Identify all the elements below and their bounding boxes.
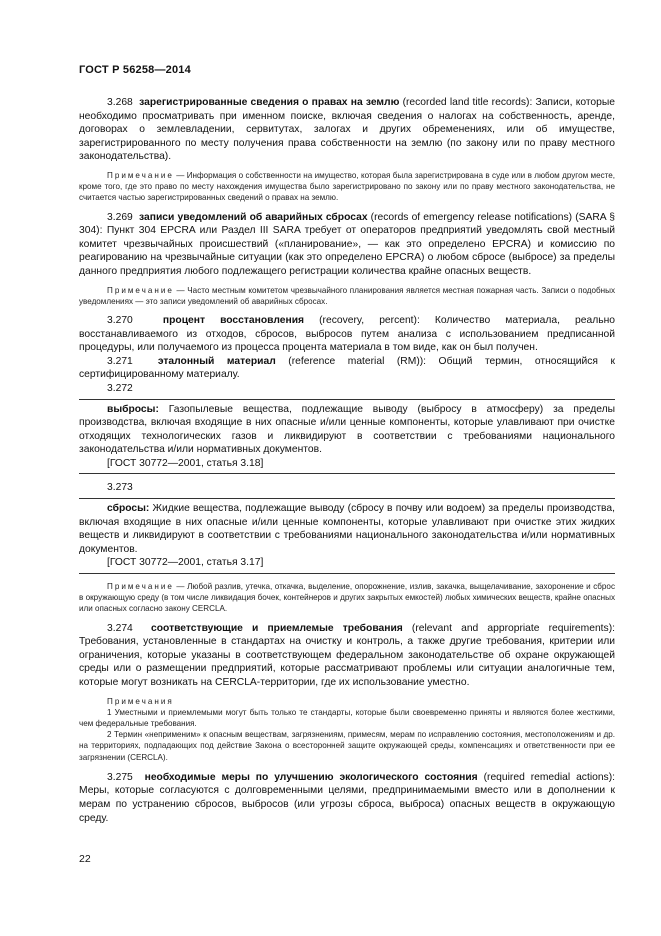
- entry-term: сбросы:: [107, 503, 150, 515]
- note-item-2: 2 Термин «неприменим» к опасным веществам, загрязнениям, примесям, мерам по исправлению состояния, местоположениям и др. на территориях, подпадающих под действие Закона о всесторонней защите окружающей среды, компенсациях и ответственности при ее загрязнении (CERCLA).: [79, 730, 615, 762]
- source-reference: [ГОСТ 30772—2001, статья 3.17]: [107, 557, 264, 569]
- entry-term: выбросы:: [107, 403, 159, 415]
- entry-term: необходимые меры по улучшению экологического состояния: [144, 771, 478, 783]
- note-label: Примечание: [107, 285, 174, 295]
- note-3-273: [79, 581, 615, 615]
- boxed-definition: [79, 502, 615, 556]
- definition-box-3-273: [79, 498, 615, 574]
- entry-number: 3.268: [107, 97, 133, 108]
- note-label: Примечание: [107, 170, 174, 180]
- entry-number: 3.271: [107, 355, 133, 367]
- entry-3-272-number: 3.272: [107, 382, 133, 394]
- note-text: — Любой разлив, утечка, откачка, выделение, опорожнение, излив, закачка, выщелачивание, захоронение и сброс в окружающую среду (в том числе ликвидация бочек, контейнеров и других закрытых емкостей) любых химических веществ, крайне опасных или опасных согласно закону CERCLA.: [79, 582, 615, 614]
- note-text: — Информация о собственности на имущество, которая была зарегистрирована в суде или в любом другом месте, кроме того, где это право по месту нахождения имущества было зарегистрировано по закону или по праву местного законодательства, не считается частью зарегистрированных сведений о правах на землю.: [79, 170, 615, 203]
- entry-term: записи уведомлений об аварийных сбросах: [139, 211, 368, 223]
- entry-3-269: [79, 211, 615, 279]
- entry-number: 3.274: [107, 622, 133, 634]
- entry-number: 3.269: [107, 211, 133, 223]
- note-item-1: 1 Уместными и приемлемыми могут быть только те стандарты, которые были своевременно приняты и являются более жесткими, чем федеральные требования.: [79, 707, 615, 729]
- document-code-header: ГОСТ Р 56258—2014: [79, 64, 191, 76]
- note-3-269: [79, 285, 615, 307]
- entry-definition: (recorded land title records): Записи, которые необходимо просматривать при именном поиске, включая сведения о налогах на собственность, аренде, договорах о землевладении, сервитутах, залогах и других обременениях, или об имуществе, зарегистрированного по месту получения права собственности на землю (по закону или по праву местного законодательства).: [79, 97, 616, 163]
- entry-3-268: [79, 96, 615, 164]
- source-reference: [ГОСТ 30772—2001, статья 3.18]: [107, 457, 264, 469]
- entry-3-274: [79, 622, 615, 690]
- page-number: 22: [79, 853, 91, 865]
- entry-definition: (recovery, percent): Количество материала, реально восстанавливаемого из отходов, сбросов, выбросов путем анализа с использованием предписанной процедуры, или получаемого из процесса процента материала в том виде, как он был получен.: [79, 314, 615, 354]
- notes-label: Примечания: [107, 696, 174, 706]
- entry-3-273-number: 3.273: [107, 482, 133, 494]
- entry-3-275: [79, 771, 615, 825]
- entry-term: процент восстановления: [162, 314, 305, 326]
- entry-term: зарегистрированные сведения о правах на землю: [139, 97, 400, 108]
- document-body: [79, 96, 615, 831]
- entry-term: соответствующие и приемлемые требования: [151, 622, 403, 634]
- note-3-268: [79, 170, 615, 204]
- entry-definition: Жидкие вещества, подлежащие выводу (сбросу в почву или водоем) за пределы производства, включая входящие в них опасные и/или ценные компоненты, которые улавливают при очистке этих жидких веществ и ликвидируют в соответствии с требованиями национального законодательства и/или нормативных документов.: [79, 503, 615, 555]
- entry-3-271: [79, 355, 615, 382]
- note-text: — Часто местным комитетом чрезвычайного планирования является местная пожарная часть. Записи о подобных уведомлениях — это записи уведомлений об аварийных сбросах.: [79, 285, 615, 306]
- entry-definition: Газопылевые вещества, подлежащие выводу (выбросу в атмосферу) за пределы производства, включая входящие в них опасные и/или ценные компоненты, которые улавливают при очистке отходящих технологических газов и ликвидируют в соответствии с требованиями национального законодательства и/или нормативных документов.: [79, 403, 615, 456]
- entry-definition: (reference material (RM)): Общий термин, относящийся к сертифицированному материалу.: [79, 355, 615, 381]
- entry-number: 3.270: [107, 314, 133, 326]
- entry-definition: (relevant and appropriate requirements): Требования, установленные в стандартах на очистку и контроль, а также другие требования, критерии или ограничения, которые указаны в соответствующем федеральном законодательстве об охране окружающей среды или о размещении предприятий, которые рассматривают проблемы или ситуации аналогичные тем, которые могут возникать на CERCLA-территории, где их использование уместно.: [79, 622, 615, 689]
- entry-3-270: [79, 314, 615, 355]
- note-label: Примечание: [107, 582, 174, 592]
- definition-box-3-272: [79, 399, 615, 475]
- entry-definition: (required remedial actions): Меры, которые согласуются с долговременными целями, предпринимаемыми вместо или в дополнении к мерам по устранению сбросов, выбросов (или угрозы сброса, выброса) опасных веществ в окружающую среду.: [79, 771, 615, 824]
- boxed-definition: [79, 403, 615, 457]
- entry-number: 3.275: [107, 771, 133, 783]
- entry-definition: (records of emergency release notifications) (SARA § 304): Пункт 304 EPCRA или Раздел III SARA требует от операторов предприятий уведомлять свой местный комитет чрезвычайных происшествий («планирование», — как это определено EPCRA) и комиссию по реагированию на чрезвычайные ситуации (как это определено EPCRA) о любом сбросе (выбросе) за пределы данного предприятия любого подлежащего регистрации количества крайне опасных веществ.: [79, 211, 615, 277]
- entry-term: эталонный материал: [157, 355, 276, 367]
